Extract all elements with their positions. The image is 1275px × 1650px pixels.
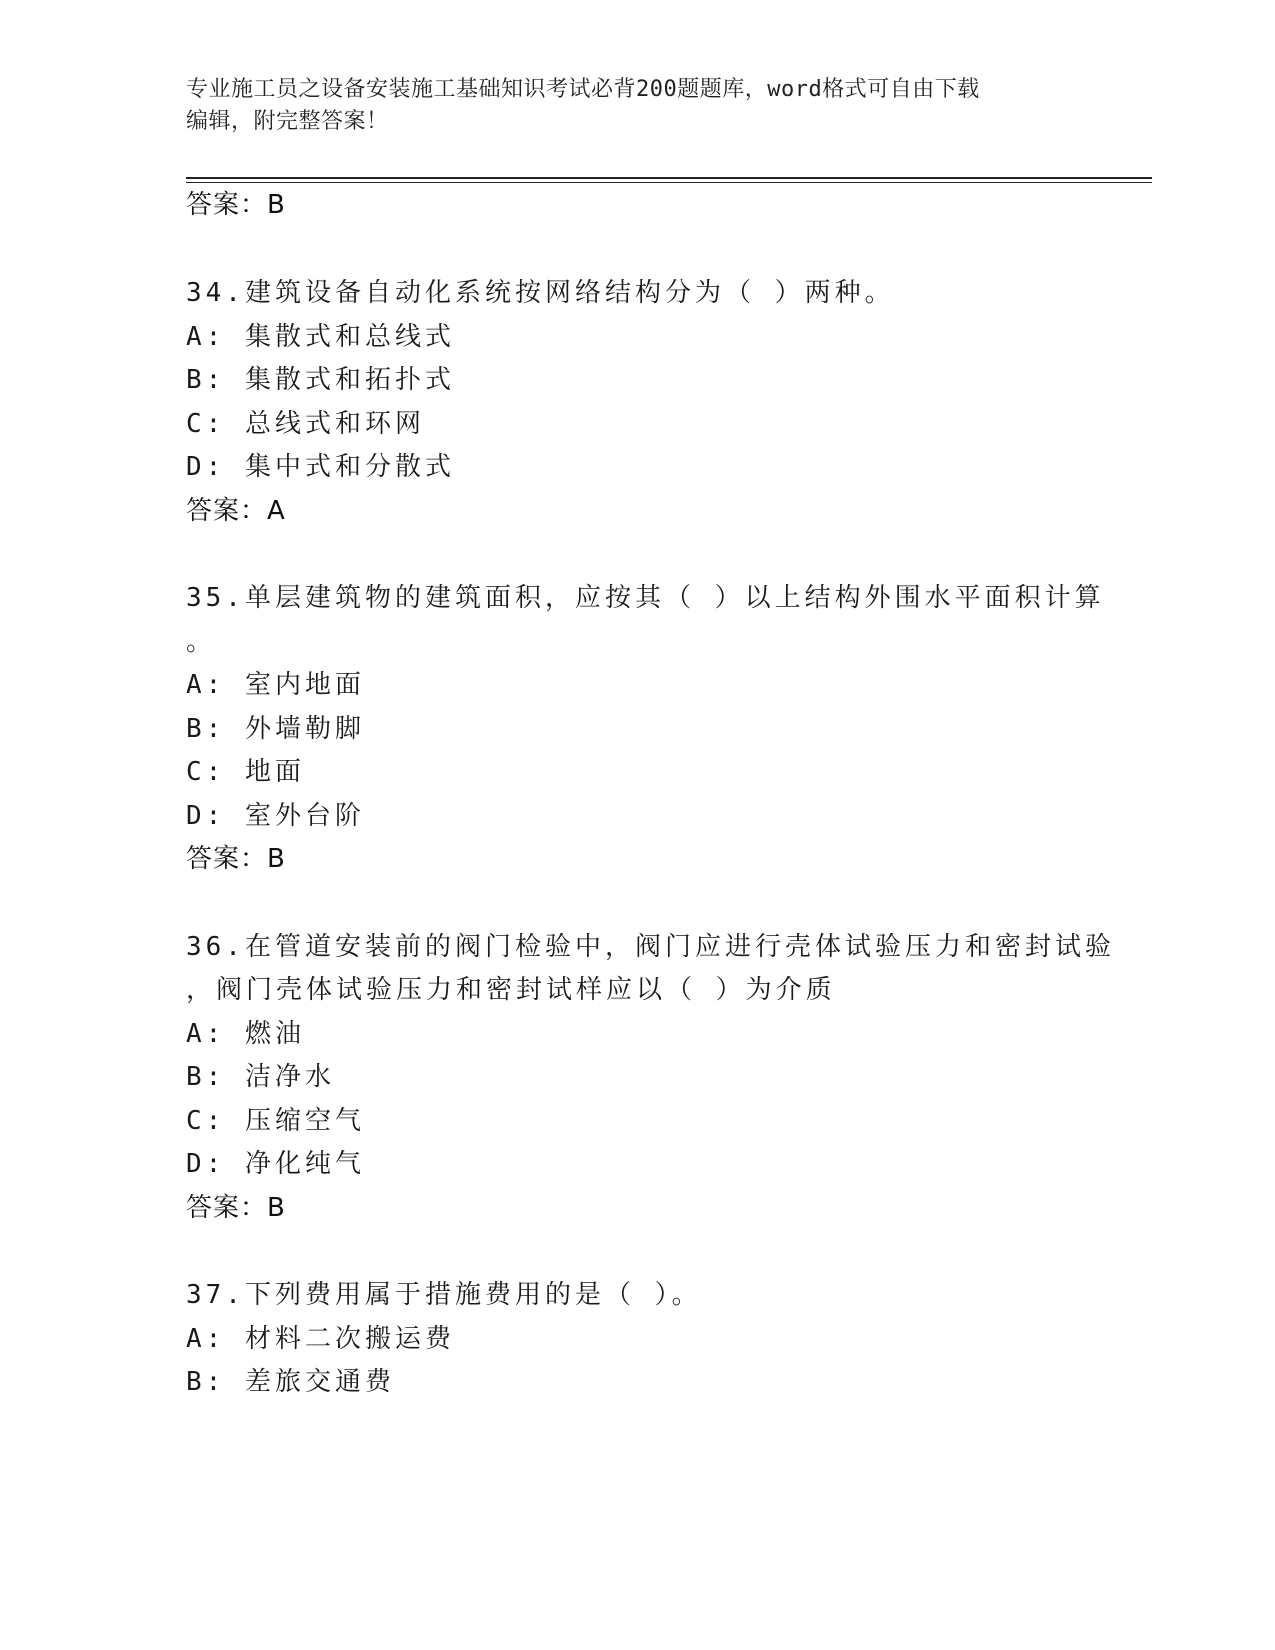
question-35-stem: 35.单层建筑物的建筑面积，应按其（ ）以上结构外围水平面积计算 [186, 583, 1105, 613]
question-36-option-d: D: 净化纯气 [186, 1149, 365, 1179]
question-35-option-d: D: 室外台阶 [186, 801, 365, 831]
question-35-option-b: B: 外墙勒脚 [186, 714, 365, 744]
question-36-option-b: B: 洁净水 [186, 1062, 335, 1092]
question-36-stem: 36.在管道安装前的阀门检验中，阀门应进行壳体试验压力和密封试验 [186, 932, 1115, 962]
question-36-option-c: C: 压缩空气 [186, 1106, 365, 1136]
question-34-option-d: D: 集中式和分散式 [186, 452, 455, 482]
previous-answer: 答案：B [186, 190, 286, 220]
question-37-option-a: A: 材料二次搬运费 [186, 1324, 455, 1354]
question-34-stem: 34.建筑设备自动化系统按网络结构分为（ ）两种。 [186, 278, 895, 308]
question-37-option-b: B: 差旅交通费 [186, 1367, 395, 1397]
document-header [186, 74, 1066, 138]
question-37-stem: 37.下列费用属于措施费用的是（ ）。 [186, 1280, 702, 1310]
question-34-option-a: A: 集散式和总线式 [186, 322, 455, 352]
header-title-line-2: 编辑，附完整答案！ [186, 109, 389, 134]
question-35-option-c: C: 地面 [186, 757, 305, 787]
question-34-option-b: B: 集散式和拓扑式 [186, 365, 455, 395]
question-34-option-c: C: 总线式和环网 [186, 409, 425, 439]
question-36-option-a: A: 燃油 [186, 1019, 305, 1049]
question-35-stem-continued: 。 [186, 627, 217, 657]
question-34-answer: 答案：A [186, 496, 286, 526]
question-36-stem-continued: ，阀门壳体试验压力和密封试样应以（ ）为介质 [186, 975, 836, 1005]
question-36-answer: 答案：B [186, 1193, 286, 1223]
question-35-answer: 答案：B [186, 844, 286, 874]
question-35-option-a: A: 室内地面 [186, 670, 365, 700]
header-rule-thin [186, 182, 1152, 183]
header-rule-thick [186, 177, 1152, 179]
header-title-line-1: 专业施工员之设备安装施工基础知识考试必背200题题库，word格式可自由下载 [186, 77, 980, 102]
